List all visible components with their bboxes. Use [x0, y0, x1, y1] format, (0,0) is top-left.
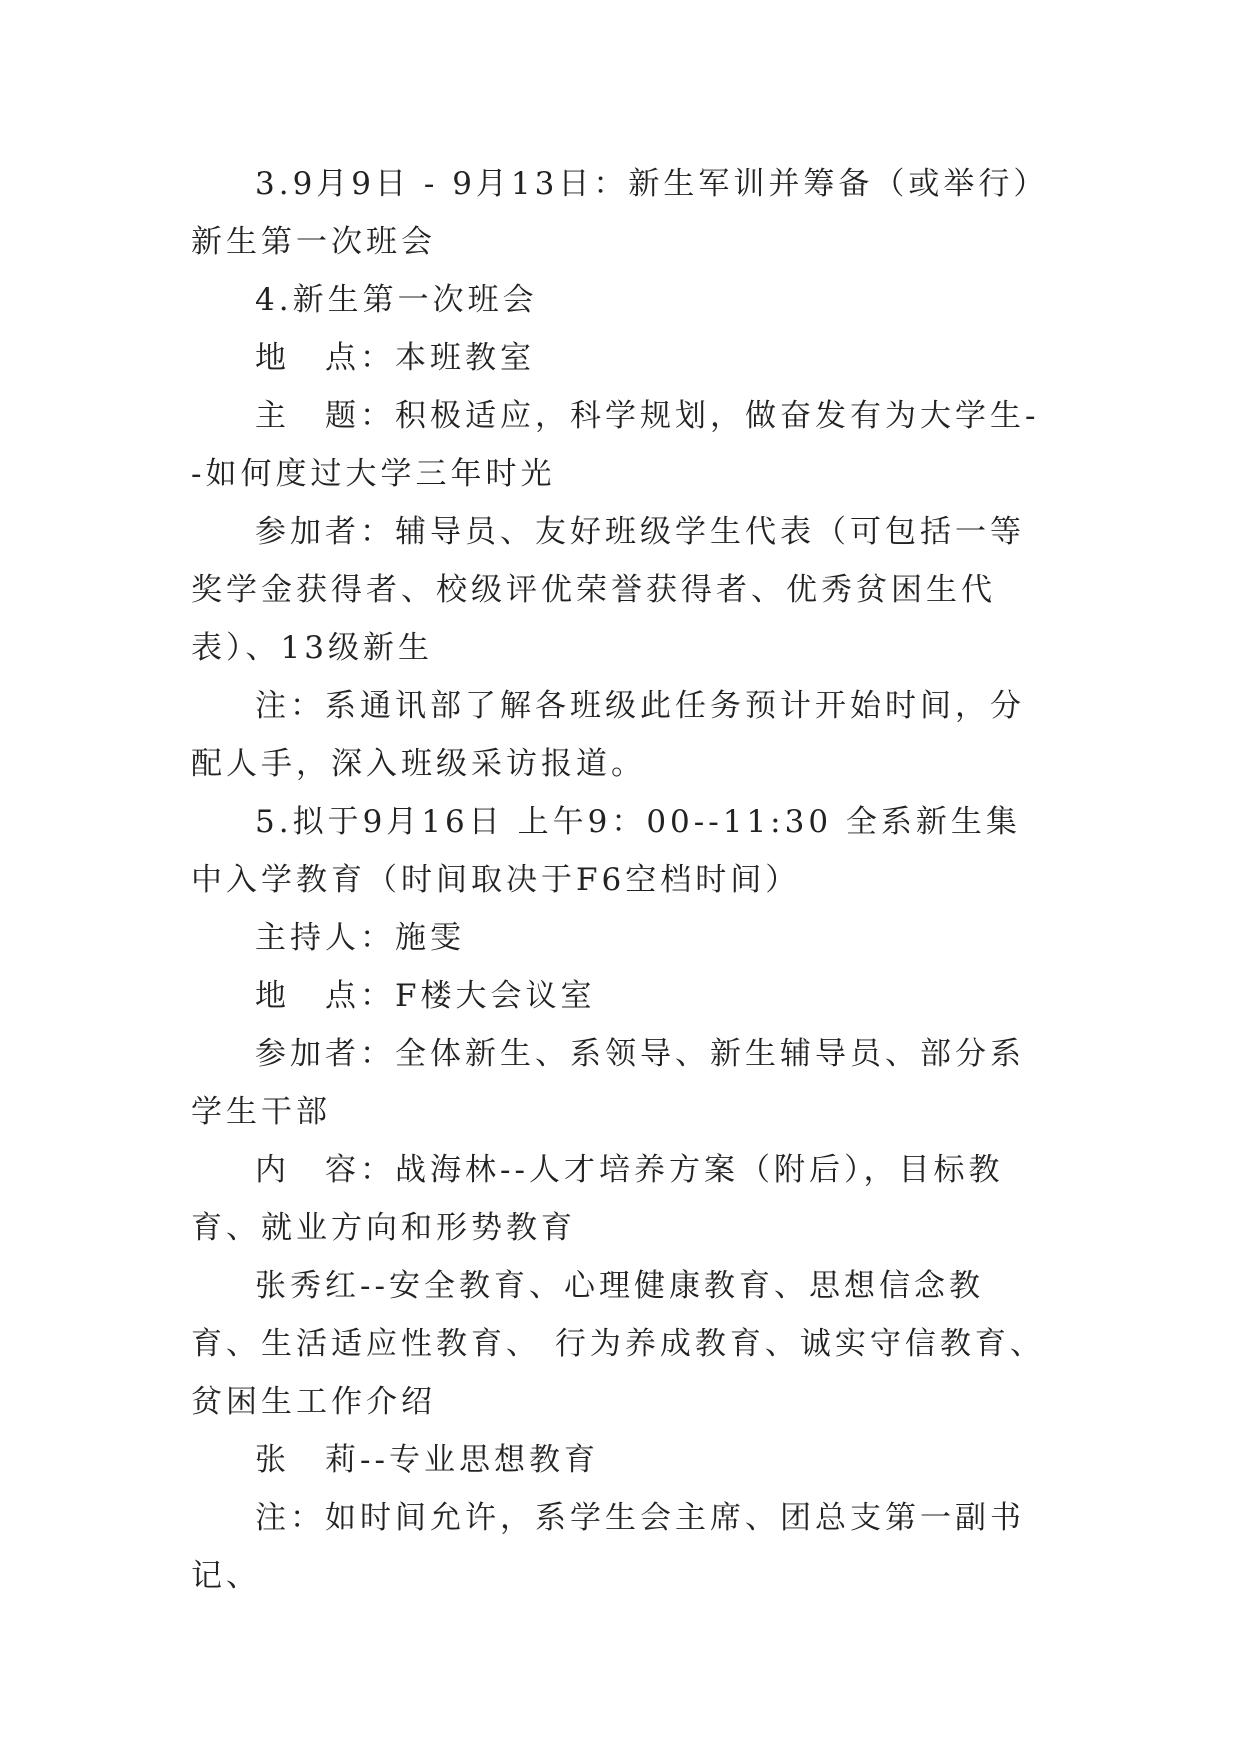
- paragraph-meeting-note: 注：系通讯部了解各班级此任务预计开始时间，分配人手，深入班级采访报道。: [191, 688, 1025, 782]
- document-body: [191, 155, 1051, 1605]
- paragraph-orientation-content: 内 容：战海林--人才培养方案（附后），目标教育、就业方向和形势教育: [191, 1152, 1004, 1246]
- paragraph-orientation-content-zhang-xiuhong: 张秀红--安全教育、心理健康教育、思想信念教育、生活适应性教育、 行为养成教育、诚实守信教育、贫困生工作介绍: [191, 1268, 1045, 1420]
- paragraph-orientation-note: 注：如时间允许，系学生会主席、团总支第一副书记、: [191, 1500, 1025, 1594]
- paragraph-military-training: 3.9月9日 - 9月13日：新生军训并筹备（或举行）新生第一次班会: [191, 166, 1049, 260]
- paragraph-meeting-theme: 主 题：积极适应，科学规划，做奋发有为大学生--如何度过大学三年时光: [191, 398, 1040, 492]
- paragraph-orientation-location: 地 点：F楼大会议室: [255, 978, 596, 1014]
- paragraph-orientation-participants: 参加者：全体新生、系领导、新生辅导员、部分系学生干部: [191, 1036, 1025, 1130]
- paragraph-first-class-meeting-heading: 4.新生第一次班会: [255, 282, 538, 318]
- paragraph-meeting-participants: 参加者：辅导员、友好班级学生代表（可包括一等奖学金获得者、校级评优荣誉获得者、优秀贫困生代表）、13级新生: [191, 514, 1025, 666]
- paragraph-orientation-content-zhang-li: 张 莉--专业思想教育: [255, 1442, 599, 1478]
- paragraph-orientation-heading: 5.拟于9月16日 上午9：00--11:30 全系新生集中入学教育（时间取决于F6空档时间）: [191, 804, 1021, 898]
- paragraph-meeting-location: 地 点：本班教室: [255, 340, 535, 376]
- paragraph-orientation-host: 主持人：施雯: [255, 920, 465, 956]
